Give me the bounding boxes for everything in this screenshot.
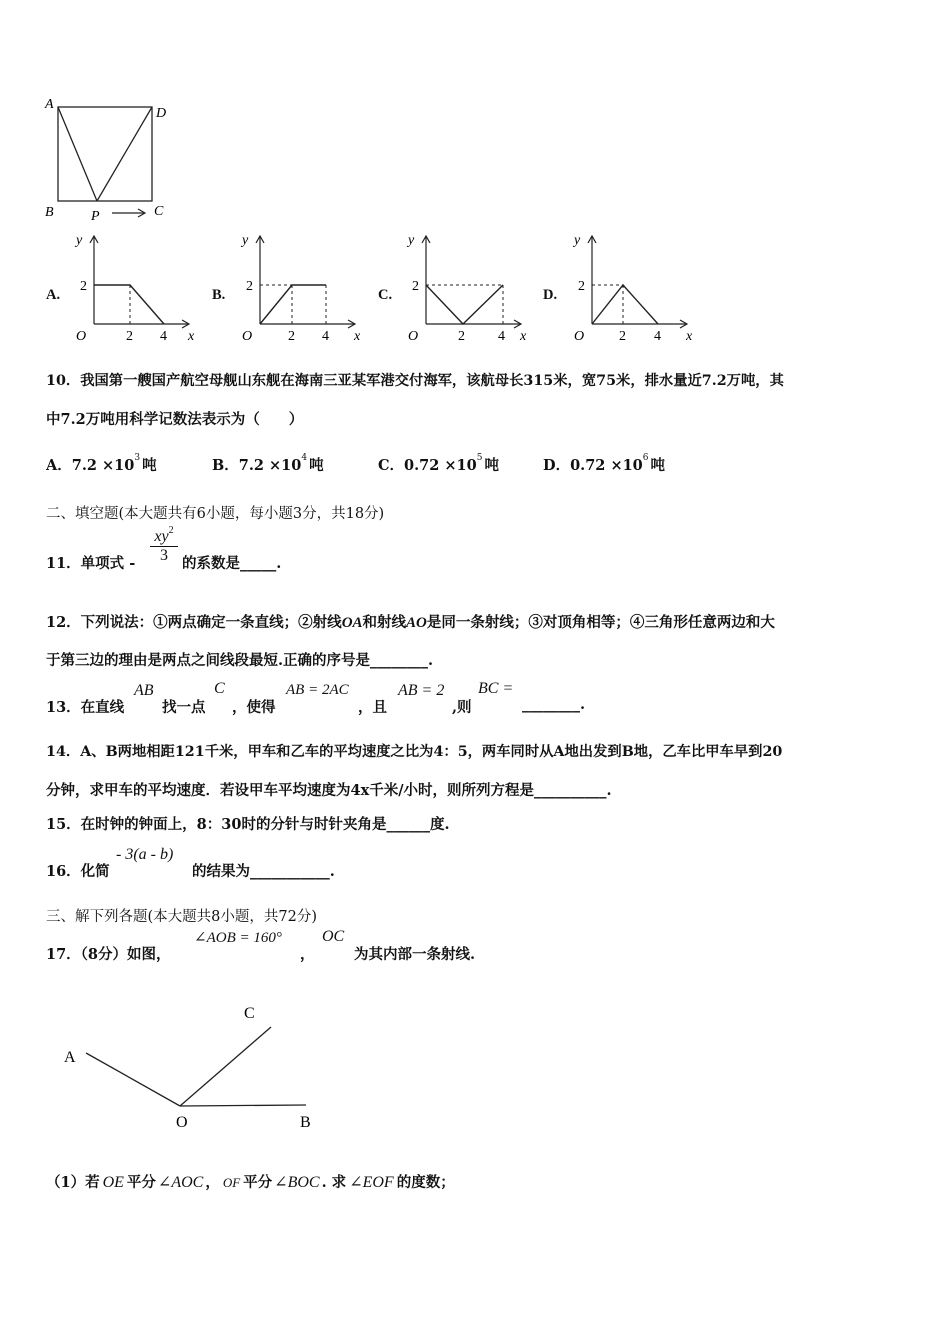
- x-label: x: [188, 329, 195, 344]
- q17-separator: ，: [300, 946, 315, 963]
- graph-option-b: B.: [212, 287, 226, 303]
- x-label: x: [686, 329, 693, 344]
- option-unit: 吨: [309, 457, 324, 474]
- q13-text-3: ，使得: [232, 699, 276, 716]
- q17-suffix: 为其内部一条射线.: [354, 946, 476, 963]
- q10-line1: 10．我国第一艘国产航空母舰山东舰在海南三亚某军港交付海军，该航母长315米，宽75米，排水量近7.2万吨，其: [46, 373, 784, 389]
- origin-label: O: [408, 329, 419, 344]
- q11-suffix: 的系数是_____.: [182, 555, 282, 572]
- option-unit: 吨: [650, 457, 665, 474]
- q17-prefix: 17．（8分）如图，: [46, 946, 171, 963]
- q16-suffix: 的结果为___________.: [192, 863, 335, 880]
- origin-label: O: [76, 329, 87, 344]
- label-o: O: [176, 1114, 188, 1131]
- x-tick-4: 4: [160, 329, 167, 344]
- q13-text-4: ，且: [358, 699, 387, 716]
- y-tick-2: 2: [578, 279, 585, 294]
- x-label: x: [354, 329, 361, 344]
- q16-expression: - 3(a - b): [116, 846, 174, 863]
- q13-answer-blank: ________.: [522, 696, 586, 713]
- q15: 15．在时钟的钟面上，8：30时的分针与时针夹角是______度.: [46, 816, 450, 833]
- label-c: C: [244, 1005, 255, 1022]
- q10-option-c: [378, 454, 499, 475]
- x-tick-2: 2: [619, 329, 626, 344]
- graph-c: [400, 228, 532, 346]
- option-exponent: 5: [476, 453, 483, 463]
- x-tick-2: 2: [458, 329, 465, 344]
- q13-math-bc: BC =: [478, 680, 514, 697]
- q10-option-a: [46, 454, 157, 475]
- label-b: B: [45, 205, 54, 220]
- option-label: B．7.2 ×10: [212, 457, 302, 474]
- y-tick-2: 2: [246, 279, 253, 294]
- section3-heading: 三、解下列各题(本大题共8小题，共72分): [46, 909, 317, 925]
- fraction-numerator: xy: [154, 528, 169, 545]
- x-tick-2: 2: [126, 329, 133, 344]
- q10-option-d: [543, 454, 665, 475]
- q13-text-1: 13．在直线: [46, 699, 125, 716]
- q16-prefix: 16．化简: [46, 863, 110, 880]
- q17-ray-oc: OC: [322, 928, 345, 945]
- square-figure: [40, 95, 180, 225]
- graph-option-c: C.: [378, 287, 393, 303]
- option-exponent: 3: [134, 453, 141, 463]
- origin-label: O: [242, 329, 253, 344]
- graph-b: [234, 228, 366, 346]
- option-exponent: 4: [301, 453, 308, 463]
- graph-d: [566, 228, 698, 346]
- option-label: C．0.72 ×10: [378, 457, 477, 474]
- option-exponent: 6: [642, 453, 649, 463]
- q13-text-2: 找一点: [162, 699, 206, 716]
- angle-figure: [55, 995, 335, 1140]
- q13-math-ab-2: AB = 2: [398, 682, 445, 699]
- q13-math-c: C: [214, 680, 225, 697]
- numerator-exponent: 2: [168, 525, 174, 536]
- label-p: P: [91, 209, 100, 224]
- fraction-denominator: 3: [160, 547, 168, 564]
- graph-option-a: A.: [46, 287, 61, 303]
- option-label: A．7.2 ×10: [46, 457, 135, 474]
- q10-option-b: [212, 454, 324, 475]
- x-tick-2: 2: [288, 329, 295, 344]
- q14-line1: 14．A、B两地相距121千米，甲车和乙车的平均速度之比为4：5，两车同时从A地出发到B地，乙车比甲车早到20: [46, 744, 783, 760]
- origin-label: O: [574, 329, 585, 344]
- x-tick-4: 4: [654, 329, 661, 344]
- y-label: y: [408, 233, 415, 248]
- option-label: D．0.72 ×10: [543, 457, 643, 474]
- y-tick-2: 2: [412, 279, 419, 294]
- graph-a: [68, 228, 200, 346]
- q10-line2: 中7.2万吨用科学记数法表示为（ ）: [46, 411, 304, 428]
- label-a: A: [45, 97, 54, 112]
- q11-fraction: [150, 525, 178, 565]
- label-d: D: [156, 106, 167, 121]
- q13-math-ab: AB: [134, 682, 154, 699]
- q12-line1: 12．下列说法：①两点确定一条直线；②射线OA和射线AO是同一条射线；③对顶角相等；④三角形任意两边和大: [46, 614, 775, 631]
- label-a: A: [64, 1049, 76, 1066]
- x-tick-4: 4: [498, 329, 505, 344]
- q17-angle: ∠AOB = 160°: [194, 930, 282, 946]
- q13-math-ab-2ac: AB = 2AC: [286, 682, 349, 698]
- x-tick-4: 4: [322, 329, 329, 344]
- q13-text-5: ,则: [452, 699, 472, 716]
- q14-line2: 分钟，求甲车的平均速度．若设甲车平均速度为4x千米/小时，则所列方程是__________.: [46, 782, 612, 799]
- option-unit: 吨: [484, 457, 499, 474]
- q12-line2: 于第三边的理由是两点之间线段最短.正确的序号是________.: [46, 652, 434, 669]
- x-label: x: [520, 329, 527, 344]
- y-label: y: [76, 233, 83, 248]
- option-unit: 吨: [142, 457, 157, 474]
- section2-heading: 二、填空题(本大题共有6小题，每小题3分，共18分): [46, 506, 385, 522]
- y-label: y: [242, 233, 249, 248]
- label-b: B: [300, 1114, 311, 1131]
- y-tick-2: 2: [80, 279, 87, 294]
- q11-prefix: 11．单项式 -: [46, 555, 136, 572]
- q17-part1: （1）若 OE 平分 ∠AOC ， OF 平分 ∠BOC . 求 ∠EOF 的度数；: [46, 1174, 455, 1191]
- label-c: C: [154, 204, 164, 219]
- y-label: y: [574, 233, 581, 248]
- graph-option-d: D.: [543, 287, 558, 303]
